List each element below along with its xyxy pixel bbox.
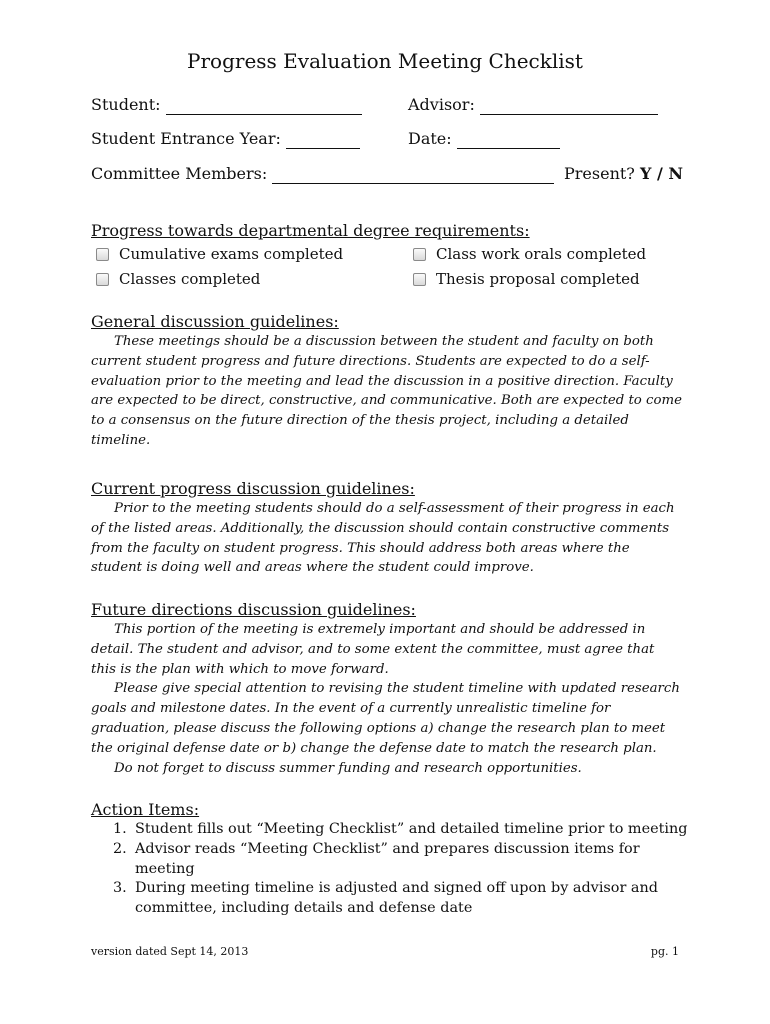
action-item	[113, 820, 688, 840]
version-note: version dated Sept 14, 2013	[91, 945, 249, 958]
general-heading: General discussion guidelines:	[91, 312, 339, 331]
actions-heading: Action Items:	[91, 800, 200, 819]
checkbox-icon[interactable]	[96, 273, 109, 286]
entrance-year-input-line[interactable]	[286, 134, 360, 149]
page-title: Progress Evaluation Meeting Checklist	[187, 49, 583, 73]
advisor-input-line[interactable]	[480, 100, 658, 115]
committee-label: Committee Members:	[91, 164, 268, 183]
advisor-field	[408, 95, 658, 115]
action-item-text: Advisor reads “Meeting Checklist” and prepares discussion items for meeting	[135, 840, 640, 877]
date-label: Date:	[408, 129, 452, 148]
action-item	[113, 840, 688, 880]
action-item-number: 3.	[113, 880, 127, 897]
date-field	[408, 129, 560, 149]
student-input-line[interactable]	[166, 100, 362, 115]
checkbox-label: Cumulative exams completed	[119, 245, 344, 263]
entrance-year-field	[91, 129, 360, 149]
checkbox-icon[interactable]	[96, 248, 109, 261]
committee-field	[91, 164, 554, 184]
action-item-number: 2.	[113, 840, 127, 857]
checkbox-thesis-proposal[interactable]	[413, 269, 640, 289]
checkbox-label: Thesis proposal completed	[436, 270, 640, 288]
current-heading: Current progress discussion guidelines:	[91, 479, 415, 498]
future-text-1: This portion of the meeting is extremely important and should be addressed in detail. The student and advisor, and to some extent the committee, must agree that this is the plan with which to move forward.	[91, 622, 655, 677]
present-field	[564, 164, 683, 184]
future-text-3: Do not forget to discuss summer funding and research opportunities.	[114, 760, 582, 776]
checkbox-icon[interactable]	[413, 248, 426, 261]
future-heading: Future directions discussion guidelines:	[91, 600, 416, 619]
action-items-list	[113, 820, 688, 919]
date-input-line[interactable]	[457, 134, 560, 149]
action-item-text: During meeting timeline is adjusted and signed off upon by advisor and committee, including details and defense date	[135, 880, 658, 917]
general-text: These meetings should be a discussion between the student and faculty on both current student progress and future directions. Students are expected to do a self-evaluation prior to the meeting and lead the discussion in a positive direction. Faculty are expected to be direct, constructive, and communicative. Both are expected to come to a consensus on the future direction of the thesis project, including a detailed timeline.	[91, 334, 682, 448]
present-options[interactable]: Y / N	[639, 164, 683, 183]
checkbox-label: Class work orals completed	[436, 245, 647, 263]
future-paragraphs	[91, 620, 683, 778]
committee-input-line[interactable]	[272, 169, 554, 184]
student-field	[91, 95, 362, 115]
page-number: pg. 1	[650, 945, 679, 958]
checkbox-icon[interactable]	[413, 273, 426, 286]
general-paragraph	[91, 332, 683, 451]
action-item	[113, 879, 688, 919]
current-paragraph	[91, 499, 683, 578]
checkbox-cumulative-exams[interactable]	[96, 244, 343, 264]
progress-heading: Progress towards departmental degree requirements:	[91, 221, 530, 240]
entrance-year-label: Student Entrance Year:	[91, 129, 281, 148]
action-item-number: 1.	[113, 821, 127, 837]
advisor-label: Advisor:	[408, 95, 475, 114]
student-label: Student:	[91, 95, 161, 114]
checkbox-classes[interactable]	[96, 269, 260, 289]
present-label: Present?	[564, 164, 635, 183]
checkbox-label: Classes completed	[119, 270, 261, 288]
current-text: Prior to the meeting students should do a self-assessment of their progress in each of the listed areas. Additionally, the discussion should contain constructive comments from the faculty on student progress. This should address both areas where the student is doing well and areas where the student could improve.	[91, 501, 675, 576]
action-item-text: Student fills out “Meeting Checklist” and detailed timeline prior to meeting	[135, 821, 688, 837]
future-text-2: Please give special attention to revising the student timeline with updated research goals and milestone dates. In the event of a currently unrealistic timeline for graduation, please discuss the following options a) change the research plan to meet the original defense date or b) change the defense date to match the research plan.	[91, 681, 680, 756]
checkbox-class-work-orals[interactable]	[413, 244, 646, 264]
